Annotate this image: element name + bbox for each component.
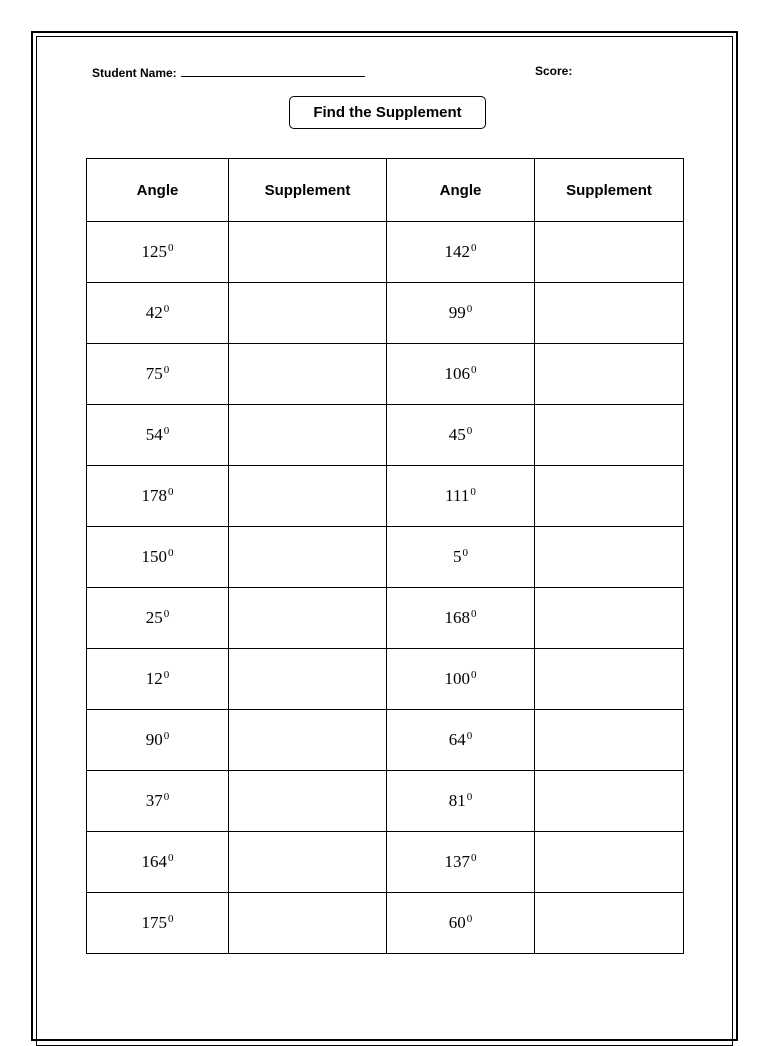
angle-cell (87, 832, 229, 893)
supplement-answer-cell[interactable] (535, 527, 684, 588)
angle-cell (387, 832, 535, 893)
angle-value: 150 (141, 547, 167, 566)
angle-value: 178 (141, 486, 167, 505)
table-row (87, 771, 684, 832)
angle-value: 60 (448, 913, 466, 932)
column-header-angle-2: Angle (387, 159, 535, 222)
supplement-answer-cell[interactable] (229, 710, 387, 771)
degree-mark: 0 (168, 852, 174, 864)
degree-mark: 0 (466, 425, 473, 437)
supplement-answer-cell[interactable] (535, 283, 684, 344)
angle-cell (87, 405, 229, 466)
angle-value: 45 (448, 425, 466, 444)
angle-cell (87, 710, 229, 771)
angle-cell (387, 893, 535, 954)
angle-cell (87, 588, 229, 649)
degree-mark: 0 (168, 913, 174, 925)
student-name-label: Student Name: (92, 66, 177, 80)
table-row (87, 893, 684, 954)
score-label: Score: (535, 64, 573, 78)
angle-cell (387, 344, 535, 405)
degree-mark: 0 (163, 425, 170, 437)
degree-mark: 0 (163, 303, 170, 315)
angle-cell (387, 222, 535, 283)
angle-value: 100 (444, 669, 470, 688)
degree-mark: 0 (471, 608, 477, 620)
table-body (87, 222, 684, 954)
table-row (87, 405, 684, 466)
degree-mark: 0 (462, 547, 468, 559)
supplement-answer-cell[interactable] (229, 405, 387, 466)
angle-cell (387, 588, 535, 649)
student-name-row (92, 64, 365, 80)
degree-mark: 0 (466, 303, 473, 315)
student-name-blank[interactable] (181, 64, 365, 77)
table-header-row (87, 159, 684, 222)
angle-value: 64 (448, 730, 466, 749)
degree-mark: 0 (163, 791, 170, 803)
angle-value: 111 (445, 486, 470, 505)
degree-mark: 0 (466, 791, 473, 803)
worksheet-title-text: Find the Supplement (313, 104, 462, 121)
angle-value: 137 (444, 852, 470, 871)
table-row (87, 832, 684, 893)
angle-value: 142 (444, 242, 470, 261)
degree-mark: 0 (466, 913, 473, 925)
angle-value: 164 (141, 852, 167, 871)
table-row (87, 710, 684, 771)
table-row (87, 649, 684, 710)
angle-cell (387, 405, 535, 466)
degree-mark: 0 (470, 486, 476, 498)
degree-mark: 0 (163, 608, 170, 620)
degree-mark: 0 (163, 669, 170, 681)
supplement-answer-cell[interactable] (535, 893, 684, 954)
angle-cell (87, 527, 229, 588)
angle-cell (87, 344, 229, 405)
degree-mark: 0 (168, 242, 174, 254)
supplement-answer-cell[interactable] (229, 588, 387, 649)
degree-mark: 0 (168, 547, 174, 559)
column-header-supplement-2: Supplement (535, 159, 684, 222)
degree-mark: 0 (471, 364, 477, 376)
supplement-answer-cell[interactable] (229, 344, 387, 405)
supplement-answer-cell[interactable] (229, 771, 387, 832)
supplement-answer-cell[interactable] (535, 710, 684, 771)
angle-value: 125 (141, 242, 167, 261)
angle-value: 54 (145, 425, 163, 444)
supplement-answer-cell[interactable] (535, 344, 684, 405)
supplement-answer-cell[interactable] (229, 832, 387, 893)
supplement-answer-cell[interactable] (229, 527, 387, 588)
supplement-answer-cell[interactable] (229, 649, 387, 710)
column-header-angle-1: Angle (87, 159, 229, 222)
supplement-answer-cell[interactable] (535, 649, 684, 710)
angle-cell (87, 222, 229, 283)
degree-mark: 0 (466, 730, 473, 742)
degree-mark: 0 (163, 730, 170, 742)
angle-value: 90 (145, 730, 163, 749)
angle-value: 25 (145, 608, 163, 627)
supplement-answer-cell[interactable] (535, 771, 684, 832)
angle-cell (387, 527, 535, 588)
angle-cell (387, 283, 535, 344)
table-row (87, 527, 684, 588)
angle-cell (387, 771, 535, 832)
angle-value: 75 (145, 364, 163, 383)
supplement-answer-cell[interactable] (229, 222, 387, 283)
table-row (87, 283, 684, 344)
supplement-answer-cell[interactable] (229, 893, 387, 954)
angle-cell (87, 649, 229, 710)
supplement-answer-cell[interactable] (229, 466, 387, 527)
angle-value: 37 (145, 791, 163, 810)
angle-value: 175 (141, 913, 167, 932)
angle-value: 12 (145, 669, 163, 688)
angle-value: 5 (453, 547, 462, 566)
angle-cell (87, 893, 229, 954)
degree-mark: 0 (471, 852, 477, 864)
supplement-answer-cell[interactable] (535, 832, 684, 893)
degree-mark: 0 (471, 669, 477, 681)
angle-cell (387, 710, 535, 771)
degree-mark: 0 (163, 364, 170, 376)
angle-value: 106 (444, 364, 470, 383)
angle-cell (387, 466, 535, 527)
angle-value: 42 (145, 303, 163, 322)
table-row (87, 222, 684, 283)
degree-mark: 0 (471, 242, 477, 254)
angle-cell (87, 466, 229, 527)
angle-value: 81 (448, 791, 466, 810)
supplement-table (86, 158, 684, 954)
angle-cell (87, 283, 229, 344)
table-row (87, 466, 684, 527)
angle-cell (387, 649, 535, 710)
worksheet-title (289, 96, 486, 129)
column-header-supplement-1: Supplement (229, 159, 387, 222)
angle-value: 99 (448, 303, 466, 322)
degree-mark: 0 (168, 486, 174, 498)
supplement-answer-cell[interactable] (535, 222, 684, 283)
angle-cell (87, 771, 229, 832)
table-row (87, 588, 684, 649)
supplement-answer-cell[interactable] (535, 405, 684, 466)
supplement-answer-cell[interactable] (229, 283, 387, 344)
supplement-answer-cell[interactable] (535, 588, 684, 649)
table-row (87, 344, 684, 405)
supplement-answer-cell[interactable] (535, 466, 684, 527)
angle-value: 168 (444, 608, 470, 627)
